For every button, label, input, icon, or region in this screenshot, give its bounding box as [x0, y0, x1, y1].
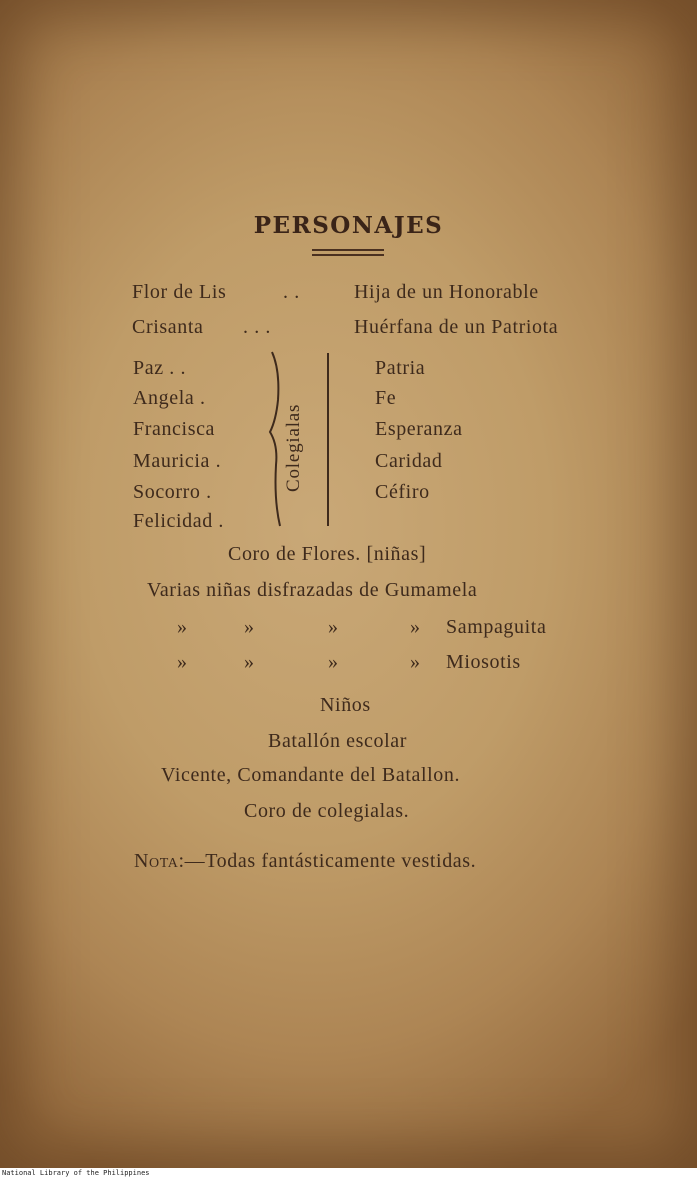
ditto-mark: »	[328, 616, 339, 638]
ditto-mark: »	[177, 651, 188, 673]
colegiala-role: Caridad	[375, 450, 443, 472]
leader-dots: . .	[283, 281, 300, 303]
ninos: Niños	[320, 694, 371, 716]
coro-de-colegialas: Coro de colegialas.	[244, 800, 410, 822]
colegiala-name: Mauricia .	[133, 450, 222, 472]
nota-text: —Todas fantásticamente vestidas.	[184, 850, 477, 872]
page-title: PERSONAJES	[253, 212, 444, 239]
character-name-flor-de-lis: Flor de Lis	[132, 281, 227, 303]
nota-label: Nota:	[134, 850, 185, 872]
colegiala-role: Céfiro	[375, 481, 430, 503]
ditto-mark: »	[177, 616, 188, 638]
title-underline-2	[312, 254, 384, 256]
colegiala-name: Angela .	[133, 387, 206, 409]
character-role: Huérfana de un Patriota	[354, 316, 559, 338]
title-underline-1	[312, 249, 384, 251]
vertical-divider	[327, 353, 329, 526]
vicente-comandante: Vicente, Comandante del Batallon.	[161, 764, 461, 786]
nota-line	[134, 850, 476, 873]
colegiala-name: Socorro .	[133, 481, 212, 503]
footer-credit: National Library of the Philippines	[2, 1169, 150, 1177]
colegialas-label: Colegialas	[283, 403, 304, 492]
flower-sampaguita: Sampaguita	[446, 616, 547, 638]
ditto-mark: »	[244, 651, 255, 673]
ditto-mark: »	[410, 616, 421, 638]
ditto-mark: »	[244, 616, 255, 638]
colegiala-name: Paz . .	[133, 357, 187, 379]
ditto-mark: »	[410, 651, 421, 673]
coro-de-flores: Coro de Flores. [niñas]	[228, 543, 427, 565]
character-name-crisanta: Crisanta	[132, 316, 204, 338]
colegiala-role: Patria	[375, 357, 426, 379]
character-role: Hija de un Honorable	[354, 281, 539, 303]
varias-ninas-line: Varias niñas disfrazadas de Gumamela	[147, 579, 478, 601]
colegiala-role: Esperanza	[375, 418, 463, 440]
batallon-escolar: Batallón escolar	[268, 730, 407, 752]
colegiala-name: Felicidad .	[133, 510, 225, 532]
ditto-mark: »	[328, 651, 339, 673]
colegiala-name: Francisca	[133, 418, 216, 440]
flower-miosotis: Miosotis	[446, 651, 521, 673]
colegiala-role: Fe	[375, 387, 397, 409]
leader-dots: . . .	[243, 316, 271, 338]
